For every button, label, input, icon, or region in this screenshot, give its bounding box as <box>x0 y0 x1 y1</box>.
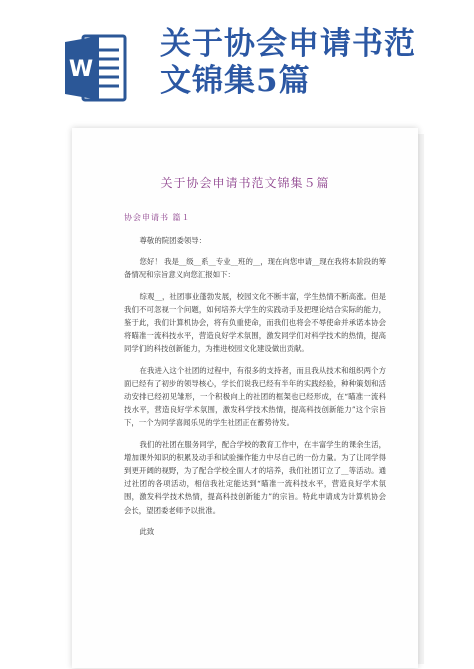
paragraph-closing: 此致 <box>139 526 155 536</box>
paragraph-salutation: 尊敬的院团委领导： <box>139 236 207 245</box>
document-page <box>72 128 418 668</box>
section-label: 协会申请书 篇１ <box>124 213 191 222</box>
paragraph-background: 综观__，社团事业蓬勃发展，校园文化不断丰富，学生热情不断高涨。但是我们不可忽视一个问题，如何培养大学生的实践动手及把理论结合实际的能力，鉴于此，我们计算机协会，将有负重使命，而我们也将会不辱使命并承诺本协会将瞄准一流科技水平，营造良好学术氛围，激发同学们对科学技术的热情，提高同学们的科技创新能力，为推进校园文化建设做出贡献。 <box>124 291 386 354</box>
banner-title <box>160 26 460 100</box>
document-title: 关于协会申请书范文锦集５篇 <box>160 176 330 190</box>
banner-title-line-1: 关于协会申请书范 <box>160 26 416 62</box>
paragraph-intro: 您好！ 我是__级__系__专业__班的__，现在向您申请__现在我将本阶段的筹备情况和宗旨意义向您汇报如下： <box>124 257 386 280</box>
document-banner <box>0 0 474 118</box>
paragraph-preparation: 在我进入这个社团的过程中，有很多的支持者，而且我从技术和组织两个方面已经有了初步的领导核心，学长们说我已经有半年的实践经验，种种策划和活动安排已经初见雏形，一个积极向上的社团的框架也已经形成，在“瞄准一流科技水平，营造良好学术氛围，激发科学技术热情，提高科技创新能力”这个宗旨下，一个为同学喜闻乐见的学生社团正在蓄势待发。 <box>124 365 386 428</box>
banner-title-line-2: 文锦集5篇 <box>160 63 311 99</box>
word-document-icon <box>65 32 127 104</box>
paragraph-purpose: 我们的社团在服务同学，配合学校的教育工作中，在丰富学生的课余生活，增加课外知识的积累及动手和试验操作能力中尽自己的一份力量。为了让同学得到更开阔的视野，为了配合学校全面人才的培养，我们社团订立了__等活动。通过社团的各项活动，相信我社定能达到“瞄准一流科技水平，营造良好学术氛围，激发科学技术热情，提高科技创新能力”的宗旨。特此申请成为计算机协会会长，望团委老师予以批准。 <box>124 439 386 515</box>
svg-text:W: W <box>68 57 94 82</box>
document-body <box>124 234 386 546</box>
